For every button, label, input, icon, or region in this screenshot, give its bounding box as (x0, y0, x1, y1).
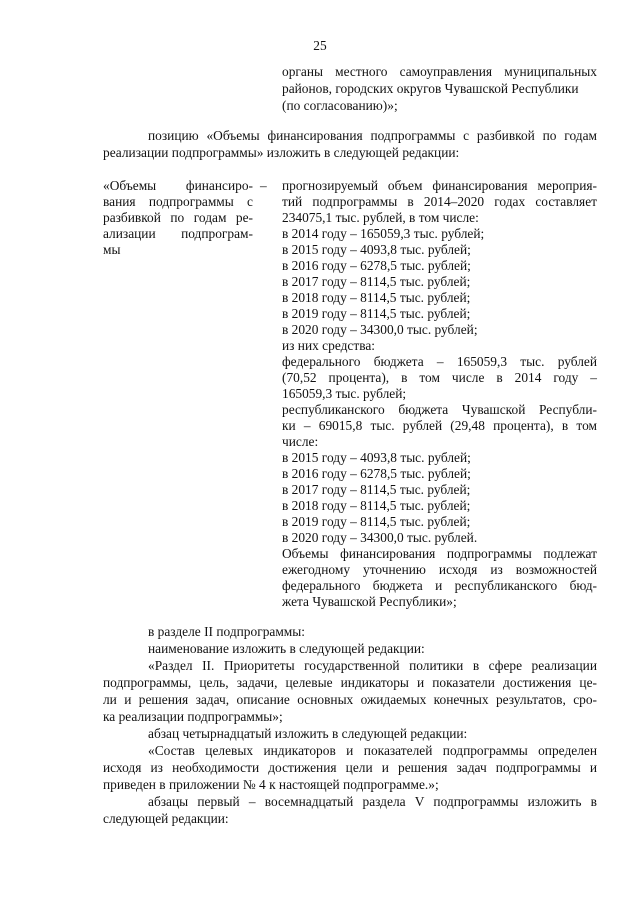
left-col-line-4: ализации подпрограм- (103, 226, 253, 241)
right-col-line-24: Объемы финансирования подпрограммы подлежат (282, 546, 597, 561)
right-col-line-17: числе: (282, 434, 319, 449)
intro-line-2: реализации подпрограммы» изложить в следующей редакции: (103, 145, 460, 160)
right-col-line-27: жета Чувашской Республики»; (282, 594, 457, 609)
left-col-line-2: вания подпрограммы с (103, 194, 253, 209)
bottom-line-5: ли и решения задач, описание основных ожидаемых конечных результатов, сро- (103, 692, 597, 707)
page-number: 25 (313, 38, 327, 53)
left-col-line-5: мы (103, 242, 121, 257)
left-col-line-1: «Объемы финансиро- (103, 178, 253, 193)
bottom-line-8: «Состав целевых индикаторов и показателей подпрограммы определен (148, 743, 597, 758)
top-line-2: районов, городских округов Чувашской Республики (282, 81, 579, 96)
top-line-3: (по согласованию)»; (282, 98, 398, 113)
bottom-line-7: абзац четырнадцатый изложить в следующей редакции: (148, 726, 468, 741)
right-col-line-18: в 2015 году – 4093,8 тыс. рублей; (282, 450, 471, 465)
right-col-line-3: 234075,1 тыс. рублей, в том числе: (282, 210, 479, 225)
right-col-line-12: федерального бюджета – 165059,3 тыс. рублей (282, 354, 597, 369)
right-col-line-9: в 2019 году – 8114,5 тыс. рублей; (282, 306, 471, 321)
right-col-line-16: ки – 69015,8 тыс. рублей (29,48 процента), в том (282, 418, 597, 433)
right-col-line-7: в 2017 году – 8114,5 тыс. рублей; (282, 274, 471, 289)
bottom-line-4: подпрограммы, цель, задачи, целевые индикаторы и показатели достижения це- (103, 675, 597, 690)
bottom-line-3: «Раздел II. Приоритеты государственной политики в сфере реализации (148, 658, 597, 673)
bottom-line-6: ка реализации подпрограммы»; (103, 709, 283, 724)
right-col-line-19: в 2016 году – 6278,5 тыс. рублей; (282, 466, 471, 481)
bottom-line-2: наименование изложить в следующей редакции: (148, 641, 425, 656)
right-col-line-15: республиканского бюджета Чувашской Республи- (282, 402, 597, 417)
bottom-line-9: исходя из необходимости достижения цели и решения задач подпрограммы и (103, 760, 597, 775)
right-col-line-23: в 2020 году – 34300,0 тыс. рублей. (282, 530, 478, 545)
bottom-line-12: следующей редакции: (103, 811, 229, 826)
right-col-line-4: в 2014 году – 165059,3 тыс. рублей; (282, 226, 485, 241)
top-line-1: органы местного самоуправления муниципальных (282, 64, 597, 79)
right-col-line-8: в 2018 году – 8114,5 тыс. рублей; (282, 290, 471, 305)
right-col-line-25: ежегодному уточнению исходя из возможностей (282, 562, 597, 577)
right-col-line-1: прогнозируемый объем финансирования мероприя- (282, 178, 597, 193)
right-col-line-22: в 2019 году – 8114,5 тыс. рублей; (282, 514, 471, 529)
right-col-line-13: (70,52 процента), в том числе в 2014 году – (282, 370, 597, 385)
right-col-line-2: тий подпрограммы в 2014–2020 годах составляет (282, 194, 597, 209)
right-col-line-26: федерального бюджета и республиканского бюд- (282, 578, 597, 593)
right-col-line-6: в 2016 году – 6278,5 тыс. рублей; (282, 258, 471, 273)
right-col-line-10: в 2020 году – 34300,0 тыс. рублей; (282, 322, 478, 337)
bottom-line-1: в разделе II подпрограммы: (148, 624, 305, 639)
right-col-line-21: в 2018 году – 8114,5 тыс. рублей; (282, 498, 471, 513)
bottom-line-10: приведен в приложении № 4 к настоящей подпрограмме.»; (103, 777, 439, 792)
column-dash: – (260, 178, 267, 193)
intro-line-1: позицию «Объемы финансирования подпрограммы с разбивкой по годам (148, 128, 597, 143)
right-col-line-20: в 2017 году – 8114,5 тыс. рублей; (282, 482, 471, 497)
left-col-line-3: разбивкой по годам ре- (103, 210, 253, 225)
right-col-line-14: 165059,3 тыс. рублей; (282, 386, 407, 401)
bottom-line-11: абзацы первый – восемнадцатый раздела V подпрограммы изложить в (148, 794, 597, 809)
right-col-line-11: из них средства: (282, 338, 376, 353)
right-col-line-5: в 2015 году – 4093,8 тыс. рублей; (282, 242, 471, 257)
